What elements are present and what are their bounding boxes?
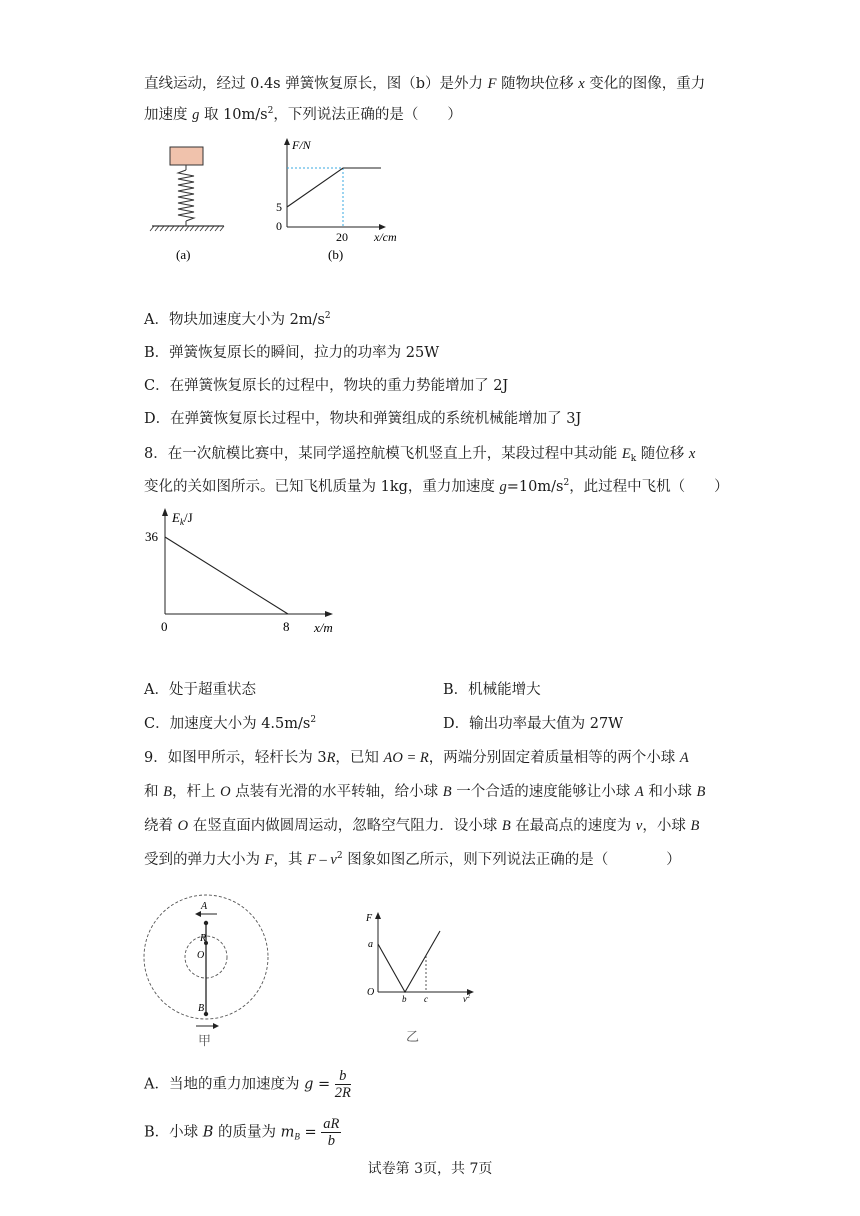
x-tick-20: 20: [336, 230, 348, 244]
q9-line-2: 和 B，杆上 O 点装有光滑的水平转轴，给小球 B 一个合适的速度能够让小球 A 和小球 B: [144, 784, 706, 800]
q9-line-3: 绕着 O 在竖直面内做圆周运动，忽略空气阻力．设小球 B 在最高点的速度为 v，小球 B: [144, 818, 700, 834]
label-b: B: [198, 1003, 205, 1014]
q8-option-b: B．机械能增大: [443, 682, 541, 698]
q7-option-b: B．弹簧恢复原长的瞬间，拉力的功率为 25W: [144, 345, 440, 361]
label-o: O: [197, 950, 205, 961]
force-curve: [378, 931, 440, 992]
q9-option-a: A．当地的重力加速度为 g = $\frac{b}{2R}$: [144, 1068, 351, 1101]
figure-9-left: [140, 890, 290, 1050]
y-axis-label: $E_k/J$: [172, 510, 193, 527]
caption-jia: 甲: [198, 1033, 212, 1048]
q9-line-1: 9．如图甲所示，轻杆长为 3R，已知 AO = R，两端分别固定着质量相等的两个小球 A: [144, 750, 689, 766]
tick-origin: O: [367, 987, 375, 998]
figure-8-graph: [140, 500, 350, 640]
q9-option-b: B．小球 B 的质量为 $m_B$ = $\frac{aR}{b}$: [144, 1116, 340, 1149]
ball-b: [204, 1012, 208, 1016]
figure-7b-graph: [268, 135, 398, 267]
figure-7a-label: (a): [176, 247, 191, 262]
label-r: R: [200, 933, 207, 944]
tick-b: b: [402, 994, 407, 1004]
y-tick-5: 5: [276, 200, 282, 214]
q8-option-a: A．处于超重状态: [144, 682, 256, 698]
q8-option-d: D．输出功率最大值为 27W: [443, 716, 624, 732]
y-tick-0: 0: [276, 219, 282, 233]
y-tick-36: 36: [145, 529, 158, 544]
q8-option-c: C．加速度大小为 $4.5m/s^2$: [144, 715, 317, 732]
x-axis-label: x/cm: [374, 230, 397, 244]
block: [170, 147, 203, 165]
x-axis-label: x/m: [314, 620, 333, 635]
ball-a: [204, 921, 208, 925]
q7-intro-line-2: 加速度 g 取 $10m/s^2$，下列说法正确的是（ ）: [144, 106, 462, 123]
force-curve: [287, 168, 381, 207]
origin-label: 0: [161, 619, 168, 634]
y-axis-label: F/N: [292, 138, 311, 152]
figure-7b-label: (b): [328, 247, 344, 262]
tick-a: a: [368, 939, 373, 950]
q8-line-1: 8．在一次航模比赛中，某同学遥控航模飞机竖直上升，某段过程中其动能 $E_k$ 随位移 x: [144, 446, 696, 464]
page-footer: 试卷第 3页，共 7页: [367, 1161, 493, 1177]
q7-intro-line-1: 直线运动，经过 0.4s 弹簧恢复原长，图（b）是外力 F 随物块位移 x 变化的图像，重力: [144, 76, 706, 92]
axis-v2-label: $v^2$: [463, 994, 470, 1004]
spring-coil: [178, 170, 194, 221]
fraction-g: $\frac{b}{2R}$: [334, 1068, 351, 1101]
q9-line-4: 受到的弹力大小为 F，其 F – $v^2$ 图象如图乙所示，则下列说法正确的是（ ）: [144, 851, 681, 868]
axis-f-label: F: [366, 913, 373, 924]
label-a: A: [201, 901, 208, 912]
energy-line: [165, 537, 288, 614]
x-tick-8: 8: [283, 619, 290, 634]
caption-yi: 乙: [406, 1029, 420, 1044]
q7-option-c: C．在弹簧恢复原长的过程中，物块的重力势能增加了 2J: [144, 378, 509, 394]
figure-9-right: [358, 905, 488, 1045]
q8-line-2: 变化的关如图所示。已知飞机质量为 1kg，重力加速度 $g=10m/s^2$，此过程中飞机（ ）: [144, 478, 729, 495]
q7-option-a: A．物块加速度大小为 $2m/s^2$: [144, 311, 331, 328]
figure-7a-spring: [140, 140, 240, 265]
tick-c: c: [424, 994, 428, 1004]
fraction-mb: $\frac{aR}{b}$: [323, 1116, 340, 1149]
q7-option-d: D．在弹簧恢复原长过程中，物块和弹簧组成的系统机械能增加了 3J: [144, 411, 582, 427]
